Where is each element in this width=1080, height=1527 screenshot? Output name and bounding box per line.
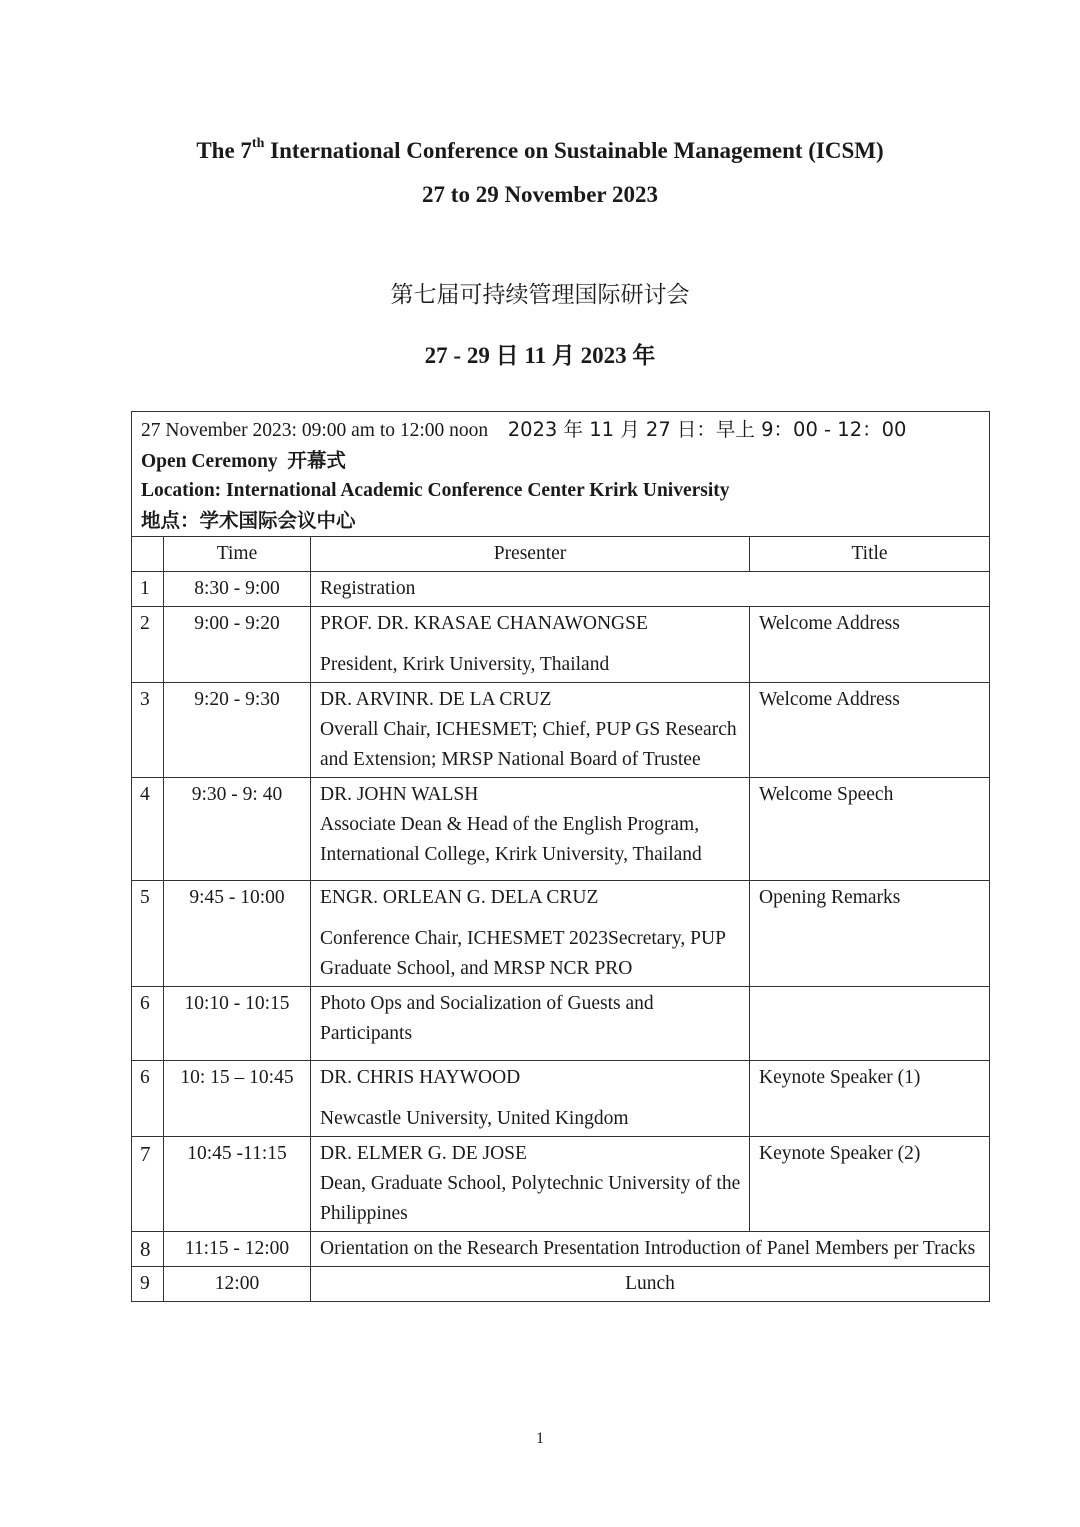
row-time: 10: 15 – 10:45 bbox=[164, 1061, 311, 1137]
row-time: 9:00 - 9:20 bbox=[164, 607, 311, 683]
table-row bbox=[132, 1267, 990, 1302]
row-time: 9:45 - 10:00 bbox=[164, 881, 311, 987]
page-number: 1 bbox=[536, 1430, 544, 1447]
conference-date-cn: 27 - 29 日 11 月 2023 年 bbox=[424, 343, 656, 369]
row-title: Keynote Speaker (1) bbox=[750, 1061, 990, 1137]
session-info bbox=[132, 412, 990, 537]
row-number: 7 bbox=[132, 1137, 164, 1232]
table-row bbox=[132, 572, 990, 607]
row-title: Opening Remarks bbox=[750, 881, 990, 987]
row-title: Welcome Address bbox=[750, 607, 990, 683]
table-row bbox=[132, 778, 990, 881]
presenter-name: DR. ARVINR. DE LA CRUZ bbox=[320, 689, 552, 710]
row-number: 6 bbox=[132, 1061, 164, 1137]
row-time: 12:00 bbox=[164, 1267, 311, 1302]
table-row bbox=[132, 1232, 990, 1267]
presenter-name: Photo Ops and Socialization of Guests and Participants bbox=[320, 993, 654, 1044]
row-presenter bbox=[311, 987, 750, 1061]
row-presenter bbox=[311, 1061, 750, 1137]
row-presenter bbox=[311, 607, 750, 683]
table-row bbox=[132, 881, 990, 987]
row-title: Welcome Address bbox=[750, 683, 990, 778]
table-row bbox=[132, 1061, 990, 1137]
row-presenter: Registration bbox=[311, 572, 990, 607]
row-number: 4 bbox=[132, 778, 164, 881]
row-time: 8:30 - 9:00 bbox=[164, 572, 311, 607]
row-presenter bbox=[311, 778, 750, 881]
session-time: 27 November 2023: 09:00 am to 12:00 noon 2023 年 11 月 27 日：早上 9：00 - 12：00 bbox=[141, 418, 907, 441]
header-title: Title bbox=[750, 537, 990, 572]
row-time: 9:30 - 9: 40 bbox=[164, 778, 311, 881]
program-table bbox=[131, 411, 990, 1302]
presenter-affiliation: Newcastle University, United Kingdom bbox=[320, 1108, 629, 1129]
table-row bbox=[132, 1137, 990, 1232]
session-event: Open Ceremony 开幕式 bbox=[141, 448, 346, 472]
conference-title: The 7th International Conference on Sustainable Management (ICSM) bbox=[196, 136, 884, 163]
row-number: 6 bbox=[132, 987, 164, 1061]
row-title: Welcome Speech bbox=[750, 778, 990, 881]
presenter-affiliation: Dean, Graduate School, Polytechnic University of the Philippines bbox=[320, 1173, 741, 1224]
table-row bbox=[132, 987, 990, 1061]
row-number: 1 bbox=[132, 572, 164, 607]
presenter-affiliation: Conference Chair, ICHESMET 2023Secretary, PUP Graduate School, and MRSP NCR PRO bbox=[320, 928, 726, 979]
row-time: 10:45 -11:15 bbox=[164, 1137, 311, 1232]
row-presenter bbox=[311, 1137, 750, 1232]
row-presenter: Lunch bbox=[311, 1267, 990, 1302]
row-number: 9 bbox=[132, 1267, 164, 1302]
conference-title-cn: 第七届可持续管理国际研讨会 bbox=[390, 282, 690, 308]
row-presenter bbox=[311, 683, 750, 778]
header-presenter: Presenter bbox=[311, 537, 750, 572]
row-number: 3 bbox=[132, 683, 164, 778]
table-header-row bbox=[132, 537, 990, 572]
header-time: Time bbox=[164, 537, 311, 572]
session-location-cn: 地点：学术国际会议中心 bbox=[141, 508, 356, 532]
session-location: Location: International Academic Conference Center Krirk University bbox=[141, 480, 730, 501]
presenter-affiliation: Overall Chair, ICHESMET; Chief, PUP GS Research and Extension; MRSP National Board of Trustee bbox=[320, 719, 737, 770]
row-title bbox=[750, 987, 990, 1061]
presenter-affiliation: Associate Dean & Head of the English Program, International College, Krirk University, Thailand bbox=[320, 814, 702, 865]
presenter-name: DR. CHRIS HAYWOOD bbox=[320, 1067, 521, 1088]
presenter-name: DR. ELMER G. DE JOSE bbox=[320, 1143, 527, 1164]
row-presenter bbox=[311, 881, 750, 987]
row-time: 10:10 - 10:15 bbox=[164, 987, 311, 1061]
presenter-name: DR. JOHN WALSH bbox=[320, 784, 479, 805]
row-number: 8 bbox=[132, 1232, 164, 1267]
row-time: 9:20 - 9:30 bbox=[164, 683, 311, 778]
row-presenter: Orientation on the Research Presentation Introduction of Panel Members per Tracks bbox=[311, 1232, 990, 1267]
presenter-name: PROF. DR. KRASAE CHANAWONGSE bbox=[320, 613, 648, 634]
row-number: 5 bbox=[132, 881, 164, 987]
row-number: 2 bbox=[132, 607, 164, 683]
table-row bbox=[132, 607, 990, 683]
row-time: 11:15 - 12:00 bbox=[164, 1232, 311, 1267]
table-row bbox=[132, 683, 990, 778]
session-info-row bbox=[132, 412, 990, 537]
presenter-affiliation: President, Krirk University, Thailand bbox=[320, 654, 610, 675]
presenter-name: ENGR. ORLEAN G. DELA CRUZ bbox=[320, 887, 599, 908]
header-num bbox=[132, 537, 164, 572]
conference-date-en: 27 to 29 November 2023 bbox=[422, 182, 658, 207]
row-title: Keynote Speaker (2) bbox=[750, 1137, 990, 1232]
